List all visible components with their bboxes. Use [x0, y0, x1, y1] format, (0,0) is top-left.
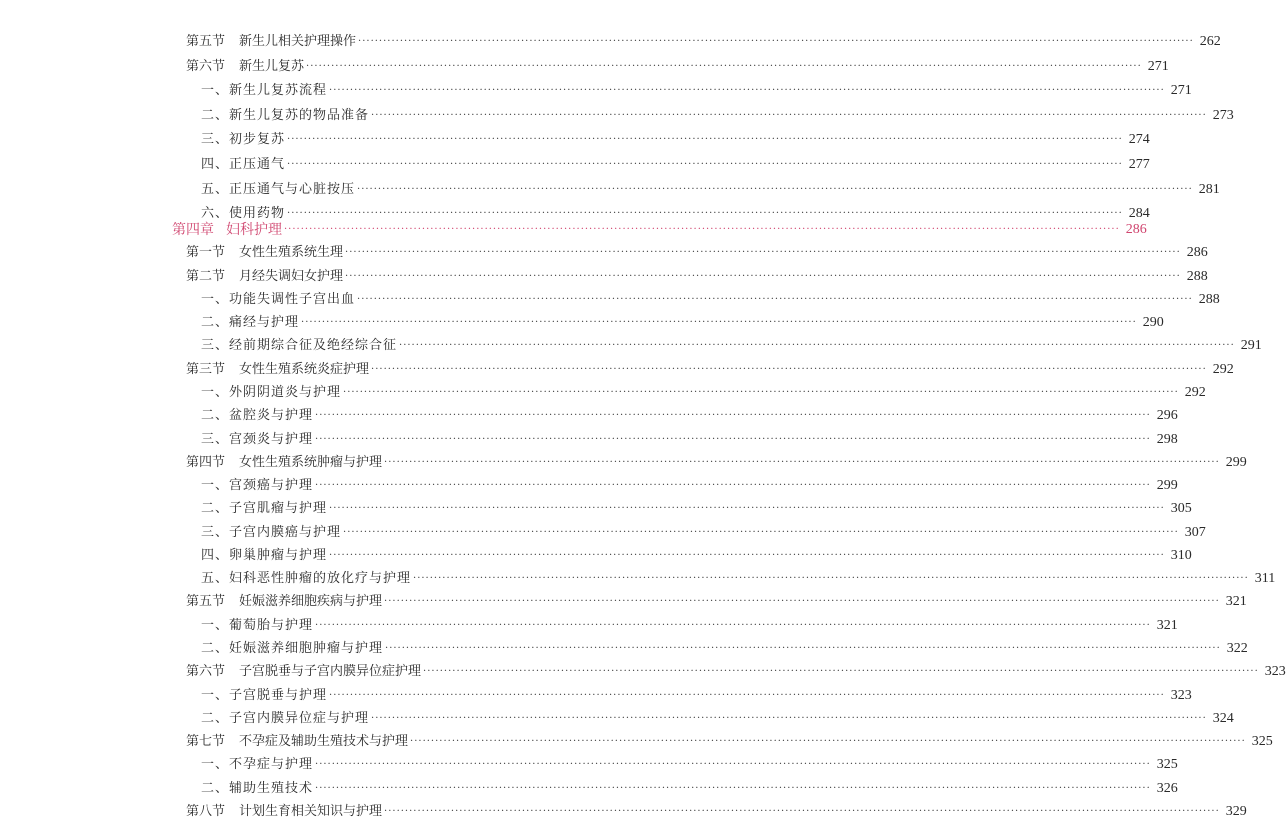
toc-page-number: 326: [1156, 780, 1178, 796]
dot-leader: ········································································································································································································: [357, 293, 1193, 305]
toc-entry-title: [201, 129, 285, 151]
dot-leader: ········································································································································································································: [329, 549, 1165, 561]
toc-entry-title: [201, 179, 355, 201]
dot-leader: ········································································································································································································: [315, 480, 1151, 492]
toc-section[interactable]: [0, 31, 1221, 53]
toc-entry-number: 第八节: [186, 804, 226, 819]
toc-item[interactable]: [0, 615, 1178, 637]
toc-entry-title: [186, 452, 382, 474]
toc-page-number: 325: [1156, 757, 1178, 773]
toc-entry-title: [172, 219, 282, 241]
dot-leader: ········································································································································································································: [315, 619, 1151, 631]
toc-page-number: 262: [1199, 34, 1221, 49]
toc-entry-text: 女性生殖系统炎症护理: [239, 361, 370, 377]
toc-entry-text: 子宫脱垂与子宫内膜异位症护理: [239, 664, 422, 680]
dot-leader: ········································································································································································································: [343, 386, 1179, 398]
toc-page-number: 321: [1156, 617, 1178, 633]
toc-entry-title: [201, 498, 327, 520]
toc-section[interactable]: [0, 801, 1247, 823]
dot-leader: ········································································································································································································: [315, 410, 1151, 422]
toc-item[interactable]: [0, 289, 1220, 311]
dot-leader: ········································································································································································································: [385, 643, 1221, 655]
toc-page-number: 284: [1128, 206, 1150, 222]
toc-entry-title: [201, 708, 369, 730]
toc-entry-text: 一、功能失调性子宫出血: [201, 291, 356, 307]
toc-entry-title: [186, 359, 369, 381]
toc-page-number: 307: [1184, 524, 1206, 540]
toc-entry-text: 四、卵巢肿瘤与护理: [201, 547, 328, 563]
toc-entry-title: [201, 522, 341, 544]
toc-item[interactable]: [0, 685, 1192, 707]
toc-page-number: 273: [1212, 107, 1234, 123]
toc-item[interactable]: [0, 129, 1150, 151]
toc-item[interactable]: [0, 498, 1192, 520]
toc-item[interactable]: [0, 754, 1178, 776]
toc-entry-title: [201, 429, 313, 451]
dot-leader: ········································································································································································································: [315, 433, 1151, 445]
dot-leader: ········································································································································································································: [371, 363, 1207, 375]
toc-entry-text: 二、痛经与护理: [201, 315, 300, 331]
dot-leader: ········································································································································································································: [345, 247, 1181, 259]
toc-entry-text: 一、葡萄胎与护理: [201, 617, 314, 633]
toc-entry-number: 第二节: [186, 268, 226, 284]
toc-entry-text: 一、不孕症与护理: [201, 757, 314, 773]
toc-page-number: 305: [1170, 501, 1192, 517]
toc-entry-number: 第七节: [186, 734, 226, 750]
dot-leader: ········································································································································································································: [329, 503, 1165, 515]
dot-leader: ········································································································································································································: [399, 340, 1235, 352]
toc-page-number: 274: [1128, 132, 1150, 148]
toc-entry-text: 月经失调妇女护理: [239, 268, 344, 284]
toc-entry-text: 妇科护理: [226, 222, 282, 238]
toc-item[interactable]: [0, 545, 1192, 567]
toc-item[interactable]: [0, 154, 1150, 176]
toc-entry-text: 三、宫颈炎与护理: [201, 431, 314, 447]
toc-entry-number: 第六节: [186, 664, 226, 680]
toc-page-number: 291: [1240, 338, 1262, 354]
toc-entry-text: 二、辅助生殖技术: [201, 780, 314, 796]
dot-leader: ········································································································································································································: [315, 782, 1151, 794]
toc-item[interactable]: [0, 522, 1206, 544]
toc-entry-text: 不孕症及辅助生殖技术与护理: [239, 734, 409, 750]
toc-section[interactable]: [0, 359, 1234, 381]
dot-leader: ········································································································································································································: [287, 159, 1123, 170]
dot-leader: ········································································································································································································: [413, 573, 1249, 585]
toc-item[interactable]: [0, 568, 1276, 590]
toc-entry-number: 第六节: [186, 58, 226, 74]
toc-section[interactable]: [0, 452, 1247, 474]
toc-page-number: 299: [1225, 454, 1247, 470]
toc-entry-title: [201, 638, 383, 660]
toc-page-number: 290: [1142, 315, 1164, 331]
dot-leader: ········································································································································································································: [287, 134, 1123, 146]
toc-section[interactable]: [0, 591, 1247, 613]
toc-page-number: 324: [1212, 710, 1234, 726]
toc-item[interactable]: [0, 708, 1234, 730]
toc-entry-title: [201, 405, 313, 427]
toc-entry-title: [186, 801, 382, 823]
toc-entry-text: 妊娠滋养细胞疾病与护理: [239, 594, 383, 610]
toc-page-number: 322: [1226, 641, 1248, 657]
toc-page-number: 281: [1198, 181, 1220, 197]
toc-entry-number: 第五节: [186, 34, 226, 49]
toc-entry-text: 女性生殖系统肿瘤与护理: [239, 454, 383, 470]
toc-page-number: 329: [1225, 804, 1247, 819]
toc-item[interactable]: [0, 475, 1178, 497]
toc-entry-title: [186, 731, 408, 753]
toc-page-number: 277: [1128, 157, 1150, 172]
toc-page-number: 271: [1170, 83, 1192, 99]
toc-entry-text: 二、妊娠滋养细胞肿瘤与护理: [201, 641, 384, 657]
toc-item[interactable]: [0, 382, 1206, 404]
toc-entry-number: 第三节: [186, 361, 226, 377]
toc-page-number: 298: [1156, 431, 1178, 447]
toc-entry-title: [201, 289, 355, 311]
toc-entry-title: [201, 545, 327, 567]
toc-page-number: 288: [1198, 291, 1220, 307]
toc-page-number: 311: [1254, 571, 1276, 587]
dot-leader: ········································································································································································································: [357, 183, 1193, 195]
toc-entry-title: [201, 568, 411, 590]
toc-entry-text: 一、宫颈癌与护理: [201, 478, 314, 494]
dot-leader: ········································································································································································································: [306, 60, 1142, 72]
toc-page-number: 323: [1170, 687, 1192, 703]
toc-page-number: 271: [1147, 58, 1169, 74]
toc-item[interactable]: [0, 335, 1262, 357]
toc-item[interactable]: [0, 312, 1164, 334]
toc-entry-text: 一、新生儿复苏流程: [201, 83, 328, 99]
toc-page-number: 323: [1264, 664, 1286, 680]
toc-entry-title: [201, 154, 285, 176]
toc-item[interactable]: [0, 405, 1178, 427]
toc-entry-title: [201, 778, 313, 800]
toc-section[interactable]: [0, 266, 1208, 288]
toc-entry-title: [201, 685, 327, 707]
toc-entry-title: [201, 754, 313, 776]
dot-leader: ········································································································································································································: [284, 224, 1120, 235]
toc-entry-number: 第四节: [186, 454, 226, 470]
toc-entry-number: 第五节: [186, 594, 226, 610]
dot-leader: ········································································································································································································: [345, 270, 1181, 282]
toc-page-number: 292: [1212, 361, 1234, 377]
toc-entry-title: [201, 615, 313, 637]
toc-entry-title: [201, 382, 341, 404]
toc-section[interactable]: [0, 731, 1273, 753]
toc-entry-text: 一、子宫脱垂与护理: [201, 687, 328, 703]
toc-item[interactable]: [0, 80, 1192, 102]
toc-page-number: 286: [1186, 245, 1208, 261]
toc-page-number: 288: [1186, 268, 1208, 284]
dot-leader: ········································································································································································································: [358, 36, 1194, 47]
toc-entry-text: 女性生殖系统生理: [239, 245, 344, 261]
dot-leader: ········································································································································································································: [329, 85, 1165, 97]
toc-entry-text: 五、妇科恶性肿瘤的放化疗与护理: [201, 571, 412, 587]
dot-leader: ········································································································································································································: [384, 806, 1220, 817]
toc-item[interactable]: [0, 429, 1178, 451]
toc-entry-title: [186, 266, 343, 288]
toc-entry-text: 二、新生儿复苏的物品准备: [201, 107, 370, 123]
toc-entry-text: 三、子宫内膜癌与护理: [201, 524, 342, 540]
toc-chapter[interactable]: [0, 219, 1147, 241]
toc-entry-text: 三、经前期综合征及绝经综合征: [201, 338, 398, 354]
dot-leader: ········································································································································································································: [371, 712, 1207, 724]
toc-entry-text: 五、正压通气与心脏按压: [201, 181, 356, 197]
toc-entry-text: 计划生育相关知识与护理: [239, 804, 383, 819]
dot-leader: ········································································································································································································: [410, 736, 1246, 748]
dot-leader: ········································································································································································································: [315, 759, 1151, 771]
toc-page-number: 325: [1251, 734, 1273, 750]
dot-leader: ········································································································································································································: [384, 596, 1220, 608]
toc-entry-number: 第四章: [172, 222, 214, 238]
toc-item[interactable]: [0, 105, 1234, 127]
toc-entry-title: [201, 312, 299, 334]
toc-page-number: 286: [1125, 222, 1147, 237]
toc-entry-text: 新生儿复苏: [239, 58, 305, 74]
toc-entry-title: [201, 475, 313, 497]
dot-leader: ········································································································································································································: [371, 109, 1207, 121]
toc-page-number: 310: [1170, 547, 1192, 563]
toc-item[interactable]: [0, 638, 1248, 660]
toc-entry-title: [186, 242, 343, 264]
toc-entry-text: 一、外阴阴道炎与护理: [201, 384, 342, 400]
toc-entry-text: 三、初步复苏: [201, 132, 286, 148]
toc-entry-text: 四、正压通气: [201, 157, 286, 172]
toc-entry-text: 二、子宫内膜异位症与护理: [201, 710, 370, 726]
toc-entry-title: [186, 56, 304, 78]
toc-entry-title: [186, 31, 356, 53]
toc-page-number: 292: [1184, 384, 1206, 400]
toc-section[interactable]: [0, 242, 1208, 264]
toc-entry-title: [201, 335, 397, 357]
toc-section[interactable]: [0, 661, 1286, 683]
dot-leader: ········································································································································································································: [301, 317, 1137, 329]
toc-entry-title: [186, 591, 382, 613]
dot-leader: ········································································································································································································: [423, 666, 1259, 678]
toc-page-number: 296: [1156, 408, 1178, 424]
toc-entry-title: [186, 661, 421, 683]
toc-item[interactable]: [0, 179, 1220, 201]
toc-entry-text: 二、子宫肌瘤与护理: [201, 501, 328, 517]
dot-leader: ········································································································································································································: [384, 456, 1220, 468]
toc-section[interactable]: [0, 56, 1169, 78]
toc-entry-title: [201, 105, 369, 127]
dot-leader: ········································································································································································································: [329, 689, 1165, 701]
toc-entry-text: 新生儿相关护理操作: [239, 34, 357, 49]
toc-item[interactable]: [0, 778, 1178, 800]
dot-leader: ········································································································································································································: [343, 526, 1179, 538]
toc-entry-text: 二、盆腔炎与护理: [201, 408, 314, 424]
toc-page-number: 299: [1156, 478, 1178, 494]
toc-page-number: 321: [1225, 594, 1247, 610]
toc-entry-title: [201, 80, 327, 102]
toc-entry-number: 第一节: [186, 245, 226, 261]
dot-leader: ········································································································································································································: [287, 208, 1123, 220]
toc-entry-text: 六、使用药物: [201, 206, 286, 222]
